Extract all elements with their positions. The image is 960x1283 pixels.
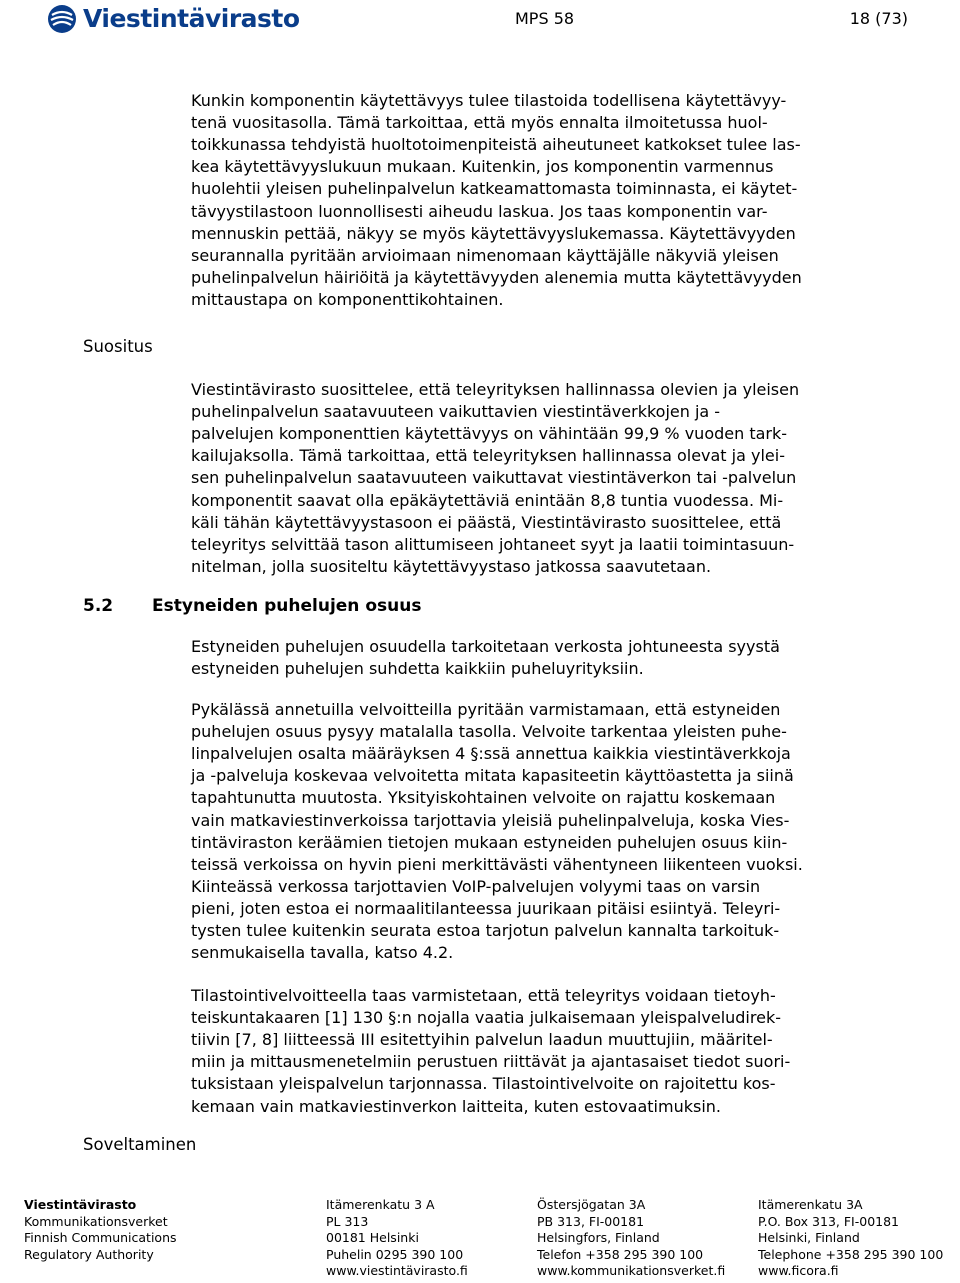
footer-line: Kommunikationsverket [24,1213,168,1229]
section-number: 5.2 [83,596,114,616]
text-line: tintäviraston keräämien tietojen mukaan estyneiden puhelujen osuus kiin- [191,832,788,852]
footer-website-link[interactable]: www.kommunikationsverket.fi [537,1263,726,1279]
footer-line: Telefon +358 295 390 100 [537,1246,704,1262]
text-line: Kunkin komponentin käytettävyys tulee tilastoida todellisena käytettävyy- [191,91,787,110]
text-line: estyneiden puhelujen suhdetta kaikkiin puheluyrityksiin. [191,659,644,679]
footer-line: 00181 Helsinki [326,1230,419,1246]
text-line: linpalvelujen osalta määräyksen 4 §:ssä annettua kaikkia viestintäverkkoja [191,744,791,764]
margin-label-application: Soveltaminen [83,1135,197,1154]
text-line: Kiinteässä verkossa tarjottavien VoIP-palvelujen volyymi taas on varsin [191,876,761,896]
text-line: Tilastointivelvoitteella taas varmistetaan, että teleyritys voidaan tietoyh- [191,986,776,1005]
logo-emblem-icon [47,4,77,34]
section-heading [83,595,421,617]
text-line: tiivin [7, 8] liitteessä III esitettyihin palvelun laadun muuttujiin, määritel- [191,1030,773,1050]
text-line: palvelujen komponenttien käytettävyys on vähintään 99,9 % vuoden tark- [191,424,788,444]
document-id: MPS 58 [515,9,575,28]
text-line: käli tähän käytettävyystasoon ei päästä, Viestintävirasto suosittelee, että [191,512,782,532]
footer-line: Helsinki, Finland [758,1230,860,1246]
page-number: 18 (73) [849,9,908,28]
text-line: pieni, joten estoa ei normaalitilanteessa juurikaan pitäisi esiintyä. Teleyri- [191,898,781,918]
text-line: ja -palveluja koskevaa velvoitetta mitata kapasiteetin käyttöastetta ja siinä [191,766,794,786]
text-line: komponentit saavat olla epäkäytettäviä enintään 8,8 tuntia vuodessa. Mi- [191,490,784,510]
text-line: tysten tulee kuitenkin seurata estoa tarjotun palvelun kannalta tarkoituk- [191,921,780,940]
text-line: Pykälässä annetuilla velvoitteilla pyritään varmistamaan, että estyneiden [191,700,781,719]
text-line: seurannalla pyritään arvioimaan nimenomaan käyttäjälle näkyviä yleisen [191,245,779,265]
footer-website-link[interactable]: www.ficora.fi [758,1263,839,1279]
text-line: vain matkaviestinverkoissa tarjottavia yleisiä puhelinpalveluja, koska Vies- [191,810,790,830]
text-line: Estyneiden puhelujen osuudella tarkoitetaan verkosta johtuneesta syystä [191,637,780,656]
text-line: kailujaksolla. Tämä tarkoittaa, että teleyrityksen hallinnassa olevat ja ylei- [191,446,785,466]
text-line: Viestintävirasto suosittelee, että teleyrityksen hallinnassa olevien ja yleisen [191,380,800,399]
footer-line: Itämerenkatu 3 A [326,1197,435,1212]
text-line: miin ja mittausmenetelmiin perustuen riittävät ja ajantasaiset tiedot suori- [191,1052,791,1072]
footer-line: Helsingfors, Finland [537,1230,660,1246]
margin-label-recommendation: Suositus [83,337,153,356]
footer-line: Puhelin 0295 390 100 [326,1246,464,1262]
text-line: nitelman, jolla suositeltu käytettävyystaso jatkossa saavutetaan. [191,556,712,576]
text-line: puhelujen osuus pysyy matalalla tasolla. Velvoite tarkentaa yleisten puhe- [191,722,787,742]
footer-column [758,1197,943,1280]
footer-line: PB 313, FI-00181 [537,1213,645,1229]
footer-line: P.O. Box 313, FI-00181 [758,1213,900,1229]
footer-line: Finnish Communications [24,1230,177,1246]
text-line: huolehtii yleisen puhelinpalvelun katkeamattomasta toiminnasta, ei käytet- [191,179,798,199]
footer-line: Viestintävirasto [24,1197,137,1212]
text-line: teleyritys selvittää tason alittumiseen johtaneet syyt ja laatii toimintasuun- [191,534,795,554]
text-line: puhelinpalvelun saatavuuteen vaikuttavien viestintäverkkojen ja - [191,402,721,422]
footer-column [326,1197,468,1280]
text-line: kea käytettävyyslukuun mukaan. Kuitenkin, jos komponentin varmennus [191,157,774,177]
text-line: mittaustapa on komponenttikohtainen. [191,289,504,309]
footer-column [24,1197,177,1263]
footer-line: Regulatory Authority [24,1246,154,1262]
text-line: puhelinpalvelun häiriöitä ja käytettävyyden alenemia mutta käytettävyyden [191,267,802,287]
footer-line: Telephone +358 295 390 100 [758,1246,944,1262]
section-title: Estyneiden puhelujen osuus [152,596,422,616]
footer-column [537,1197,725,1280]
text-line: senmukaisella tavalla, katso 4.2. [191,943,454,963]
footer-line: PL 313 [326,1213,369,1229]
text-line: teissä verkoissa on hyvin pieni merkittävästi vähentyneen liikenteen vuoksi. [191,854,803,874]
footer-line: Östersjögatan 3A [537,1197,646,1212]
text-line: kemaan vain matkaviestinverkon laitteita, kuten estovaatimuksin. [191,1096,721,1116]
footer-line: Itämerenkatu 3A [758,1197,863,1212]
text-line: mennuskin pettää, näkyy se myös käytettävyyslukemassa. Käytettävyyden [191,223,796,243]
text-line: tuksistaan yleispalvelun tarjonnassa. Tilastointivelvoite on rajoitettu kos- [191,1074,776,1094]
text-line: toikkunassa tehdyistä huoltotoimenpiteistä aiheutuneet katkokset tulee las- [191,135,801,155]
logo-text: Viestintävirasto [83,4,300,33]
text-line: tapahtunutta muutosta. Yksityiskohtainen velvoite on rajattu koskemaan [191,788,776,808]
text-line: sen puhelinpalvelun saatavuuteen vaikuttavat viestintäverkon tai -palvelun [191,468,797,488]
text-line: teiskuntakaaren [1] 130 §:n nojalla vaatia julkaisemaan yleispalveludirek- [191,1008,781,1028]
logo [47,2,300,36]
footer-website-link[interactable]: www.viestintävirasto.fi [326,1263,468,1279]
text-line: tävyystilastoon luonnollisesti aiheudu laskua. Jos taas komponentin var- [191,201,768,221]
text-line: tenä vuositasolla. Tämä tarkoittaa, että myös ennalta ilmoitetussa huol- [191,113,768,133]
